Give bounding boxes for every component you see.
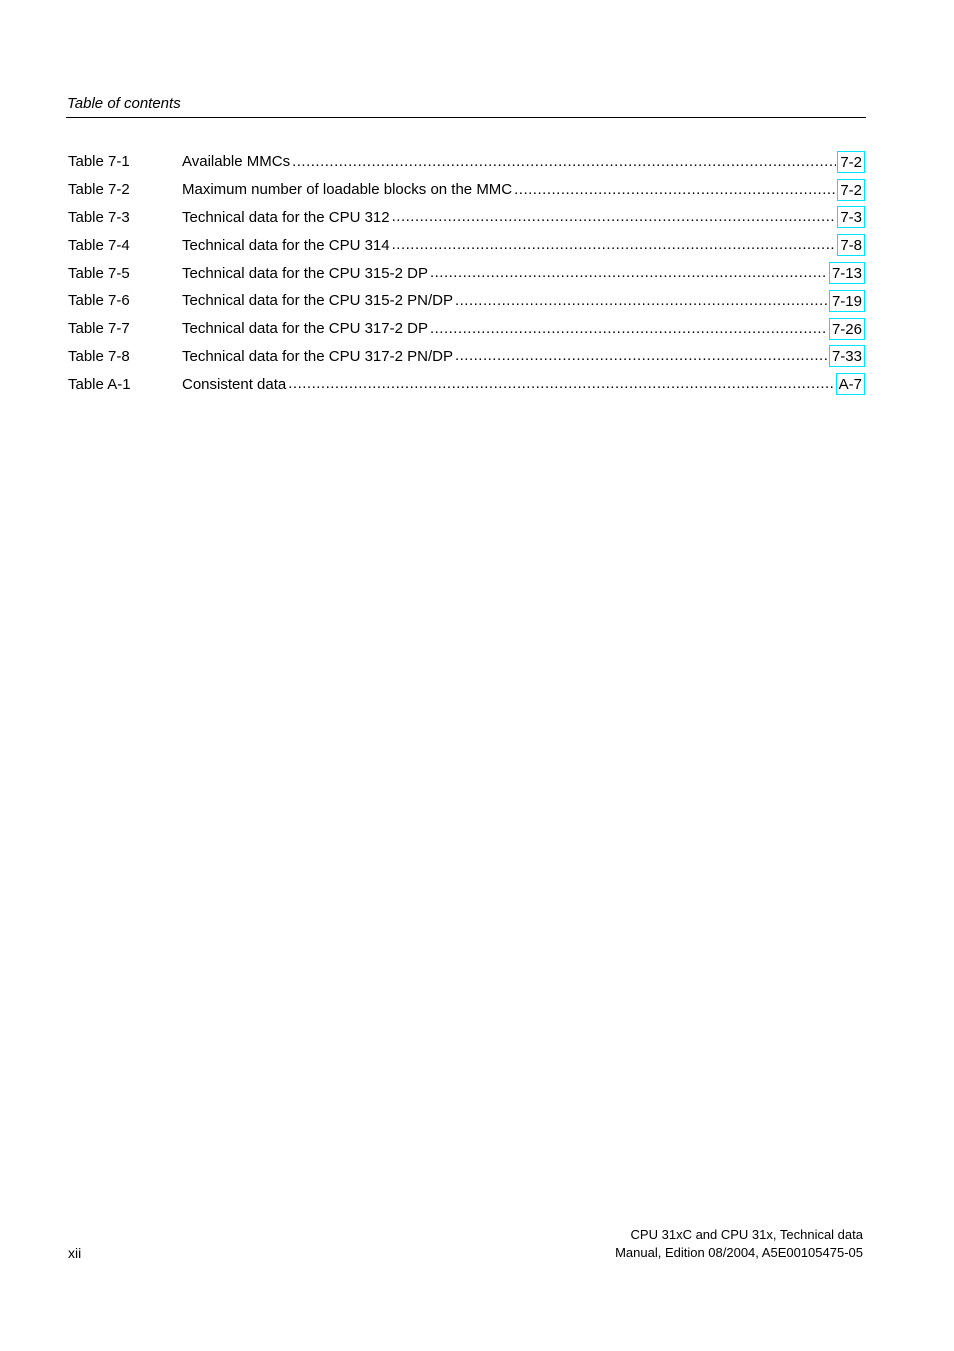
toc-entry[interactable] [68, 231, 865, 259]
toc-entry-number: Table A-1 [68, 375, 131, 393]
toc-entry[interactable] [68, 315, 865, 343]
toc-page-link[interactable]: 7-3 [837, 206, 865, 228]
toc-entry-number: Table 7-5 [68, 264, 130, 282]
toc-page-link[interactable]: 7-19 [829, 290, 865, 312]
toc-entry-title: Technical data for the CPU 317-2 PN/DP [182, 347, 453, 365]
toc-entry-title: Technical data for the CPU 315-2 DP [182, 264, 428, 282]
toc-entry-title: Maximum number of loadable blocks on the MMC [182, 181, 513, 199]
toc-dot-leader [288, 375, 834, 393]
header-rule [66, 117, 866, 118]
toc-entry[interactable] [68, 176, 865, 204]
toc-entry-title: Available MMCs [182, 153, 291, 171]
toc-entry-number: Table 7-8 [68, 347, 130, 365]
toc-entry[interactable] [68, 370, 865, 398]
toc-page-link[interactable]: 7-26 [829, 318, 865, 340]
toc-entry[interactable] [68, 343, 865, 371]
running-header: Table of contents [67, 95, 181, 112]
toc-entry-number: Table 7-6 [68, 292, 130, 310]
toc-entry[interactable] [68, 287, 865, 315]
toc-entry-number: Table 7-7 [68, 320, 130, 338]
toc-entry-number: Table 7-1 [68, 153, 130, 171]
toc-page-link[interactable]: 7-8 [837, 234, 865, 256]
toc-entry-number: Table 7-3 [68, 208, 130, 226]
toc-entry-title: Consistent data [182, 375, 287, 393]
toc-page-link[interactable]: 7-2 [837, 151, 865, 173]
toc-dot-leader [514, 181, 836, 199]
toc-entry[interactable] [68, 204, 865, 232]
toc-dot-leader [430, 320, 828, 338]
toc-dot-leader [292, 153, 836, 171]
toc-entry-title: Technical data for the CPU 315-2 PN/DP [182, 292, 453, 310]
toc-entry-title: Technical data for the CPU 317-2 DP [182, 320, 428, 338]
toc-dot-leader [455, 292, 828, 310]
toc-entry-number: Table 7-4 [68, 236, 130, 254]
footer-page-number: xii [68, 1245, 82, 1261]
footer-document-title: CPU 31xC and CPU 31x, Technical data [630, 1227, 863, 1242]
toc-entry-number: Table 7-2 [68, 181, 130, 199]
toc-page-link[interactable]: A-7 [836, 373, 865, 395]
table-of-contents-list [68, 148, 865, 398]
toc-dot-leader [430, 264, 828, 282]
toc-dot-leader [392, 208, 837, 226]
toc-dot-leader [455, 347, 828, 365]
toc-page-link[interactable]: 7-33 [829, 345, 865, 367]
toc-entry[interactable] [68, 148, 865, 176]
toc-entry[interactable] [68, 259, 865, 287]
toc-page-link[interactable]: 7-13 [829, 262, 865, 284]
footer-edition: Manual, Edition 08/2004, A5E00105475-05 [615, 1245, 863, 1260]
toc-entry-title: Technical data for the CPU 312 [182, 208, 390, 226]
toc-dot-leader [392, 236, 837, 254]
toc-entry-title: Technical data for the CPU 314 [182, 236, 390, 254]
toc-page-link[interactable]: 7-2 [837, 179, 865, 201]
